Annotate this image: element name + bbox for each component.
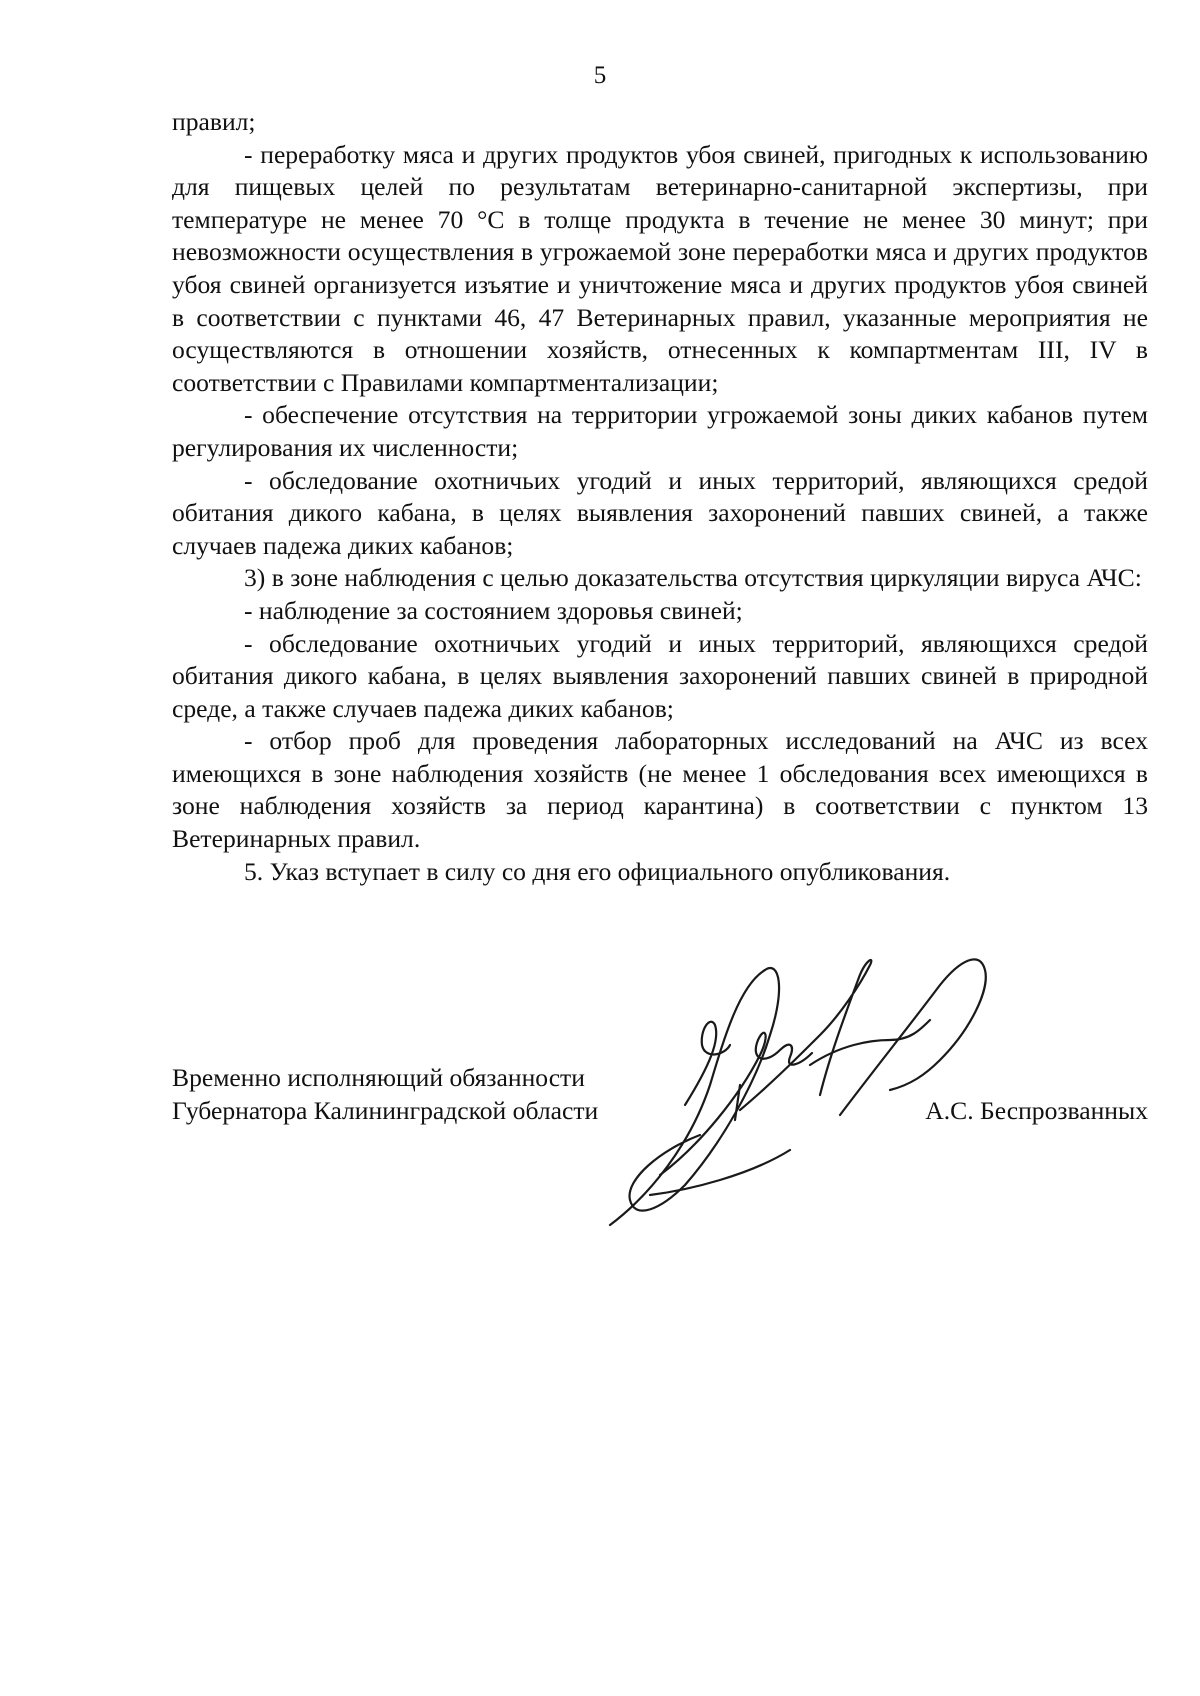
signatory-title-line2: Губернатора Калининградской области bbox=[172, 1095, 599, 1125]
paragraph-wild-boar-control: - обеспечение отсутствия на территории угрожаемой зоны диких кабанов путем регулирования их численности; bbox=[172, 400, 1148, 462]
paragraph-continuation: правил; bbox=[172, 107, 256, 136]
signatory-name: А.С. Беспрозванных bbox=[925, 1095, 1148, 1125]
document-body bbox=[172, 106, 1148, 888]
paragraph-hunting-grounds-survey-2: - обследование охотничьих угодий и иных территорий, являющихся средой обитания дикого кабана, в целях выявления захоронений павших свиней в природной среде, а также случаев падежа диких кабанов; bbox=[172, 628, 1148, 723]
paragraph-effective-date: 5. Указ вступает в силу со дня его официального опубликования. bbox=[244, 856, 951, 886]
page-number: 5 bbox=[593, 62, 607, 89]
paragraph-meat-processing: - переработку мяса и других продуктов убоя свиней, пригодных к использованию для пищевых целей по результатам ветеринарно-санитарной экспертизы, при температуре не менее 70 °С в толще продукта в течение не менее 30 минут; при невозможности осуществления в угрожаемой зоне переработки мяса и других продуктов убоя свиней организуется изъятие и уничтожение мяса и других продуктов убоя свиней в соответствии с пунктами 46, 47 Ветеринарных правил, указанные мероприятия не осуществляются в отношении хозяйств, отнесенных к компартментам III, IV в соответствии с Правилами компартментализации; bbox=[172, 139, 1148, 397]
paragraph-lab-sampling: - отбор проб для проведения лабораторных исследований на АЧС из всех имеющихся в зоне наблюдения хозяйств (не менее 1 обследования всех имеющихся в зоне наблюдения хозяйств за период карантина) в соответствии с пунктом 13 Ветеринарных правил. bbox=[172, 726, 1148, 854]
signature-block bbox=[172, 1062, 1148, 1127]
signatory-title-line1: Временно исполняющий обязанности bbox=[172, 1063, 585, 1092]
paragraph-hunting-grounds-survey: - обследование охотничьих угодий и иных территорий, являющихся средой обитания дикого кабана, в целях выявления захоронений павших свиней, а также случаев падежа диких кабанов; bbox=[172, 465, 1148, 560]
paragraph-health-monitoring: - наблюдение за состоянием здоровья свиней; bbox=[244, 595, 743, 625]
paragraph-observation-zone: 3) в зоне наблюдения с целью доказательства отсутствия циркуляции вируса АЧС: bbox=[244, 563, 1142, 593]
